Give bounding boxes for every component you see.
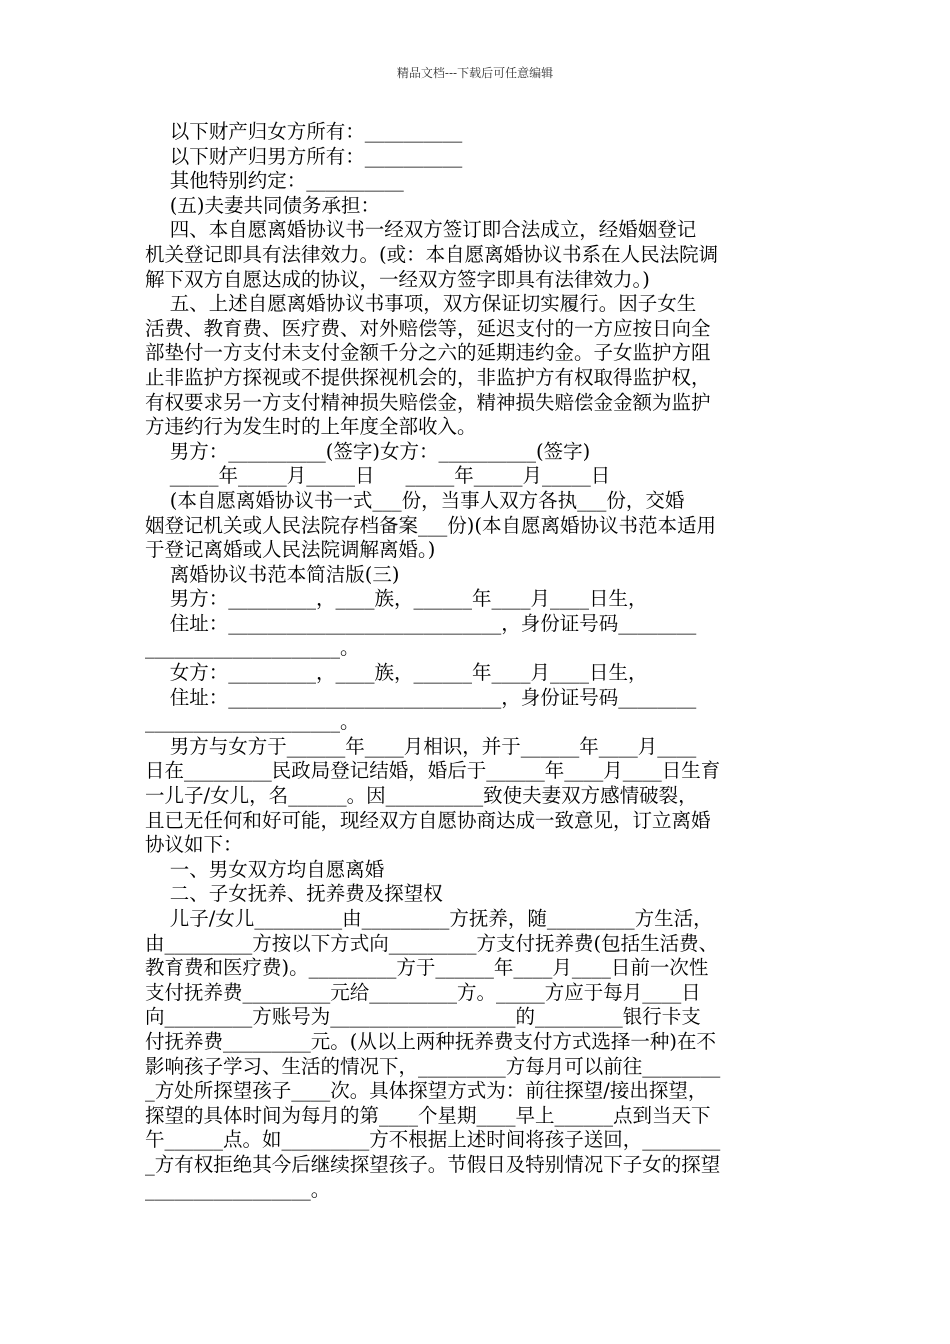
text-line: 支付抚养费_________元给_________方。_____方应于每月____日 <box>145 980 701 1004</box>
text-line: _方处所探望孩子____次。具体探望方式为：前往探望/接出探望， <box>145 1079 708 1103</box>
text-line: 住址：____________________________，身份证号码________ <box>145 685 697 709</box>
text-line: 有权要求另一方支付精神损失赔偿金，精神损失赔偿金金额为监护 <box>145 390 711 414</box>
text-line: 影响孩子学习、生活的情况下，_________方每月可以前往________ <box>145 1054 721 1078</box>
text-line: 五、上述自愿离婚协议书事项，双方保证切实履行。因子女生 <box>145 292 697 316</box>
text-line: 机关登记即具有法律效力。(或：本自愿离婚协议书系在人民法院调 <box>145 242 719 266</box>
text-line: _________________。 <box>145 1177 331 1201</box>
text-line: 住址：____________________________，身份证号码________ <box>145 611 697 635</box>
text-line: 以下财产归男方所有：__________ <box>145 144 463 168</box>
text-line: 其他特别约定：__________ <box>145 169 404 193</box>
text-line: 女方：_________，____族，______年____月____日生， <box>145 661 648 685</box>
text-line: _方有权拒绝其今后继续探望孩子。节假日及特别情况下子女的探望 <box>145 1152 721 1176</box>
text-line: 以下财产归女方所有：__________ <box>145 120 463 143</box>
text-line: 探望的具体时间为每月的第____个星期____早上______点到当天下 <box>145 1103 711 1127</box>
text-line: _____年_____月_____日 _____年_____月_____日 <box>145 464 611 488</box>
text-line: 由_________方按以下方式向_________方支付抚养费(包括生活费、 <box>145 931 719 955</box>
text-line: 二、子女抚养、抚养费及探望权 <box>145 882 443 906</box>
text-line: 且已无任何和好可能，现经双方自愿协商达成一致意见，订立离婚 <box>145 808 711 832</box>
text-line: 男方：__________(签字)女方：__________(签字) <box>145 439 591 463</box>
text-line: 一儿子/女儿，名______。因__________致使夫妻双方感情破裂， <box>145 784 698 808</box>
text-line: 止非监护方探视或不提供探视机会的，非监护方有权取得监护权， <box>145 365 711 389</box>
text-line: ____________________。 <box>145 710 360 734</box>
text-line: 四、本自愿离婚协议书一经双方签订即合法成立，经婚姻登记 <box>145 218 697 242</box>
text-line: 于登记离婚或人民法院调解离婚。) <box>145 538 436 562</box>
text-line: 方违约行为发生时的上年度全部收入。 <box>145 415 477 439</box>
text-line: 离婚协议书范本简洁版(三) <box>145 562 400 586</box>
text-line: 男方：_________，____族，______年____月____日生， <box>145 587 648 611</box>
text-line: 儿子/女儿_________由_________方抚养，随_________方生活， <box>145 907 713 930</box>
text-line: 付抚养费_________元。(从以上两种抚养费支付方式选择一种)在不 <box>145 1029 716 1053</box>
page-header: 精品文档---下载后可任意编辑 <box>396 66 554 80</box>
text-line: 姻登记机关或人民法院存档备案___份)(本自愿离婚协议书范本适用 <box>145 513 716 537</box>
text-line: 日在_________民政局登记结婚，婚后于______年____月____日生育 <box>145 759 721 783</box>
text-line: 男方与女方于______年____月相识，并于______年____月____ <box>145 734 697 758</box>
text-line: 教育费和医疗费)。_________方于______年____月____日前一次性 <box>145 956 709 980</box>
text-line: (五)夫妻共同债务承担： <box>145 193 381 217</box>
text-line: 活费、教育费、医疗费、对外赔偿等，延迟支付的一方应按日向全 <box>145 316 711 340</box>
document-body <box>145 120 810 1202</box>
text-line: 部垫付一方支付未支付金额千分之六的延期违约金。子女监护方阻 <box>145 341 711 365</box>
text-line: 一、男女双方均自愿离婚 <box>145 857 385 881</box>
text-line: ____________________。 <box>145 636 360 660</box>
text-line: 协议如下： <box>145 833 243 857</box>
text-line: 向_________方账号为___________________的_________银行卡支 <box>145 1005 701 1029</box>
text-line: (本自愿离婚协议书一式___份，当事人双方各执___份，交婚 <box>145 488 685 512</box>
text-line: 解下双方自愿达成的协议，一经双方签字即具有法律效力。) <box>145 267 650 291</box>
text-line: 午______点。如_________方不根据上述时间将孩子送回，________ <box>145 1128 721 1152</box>
